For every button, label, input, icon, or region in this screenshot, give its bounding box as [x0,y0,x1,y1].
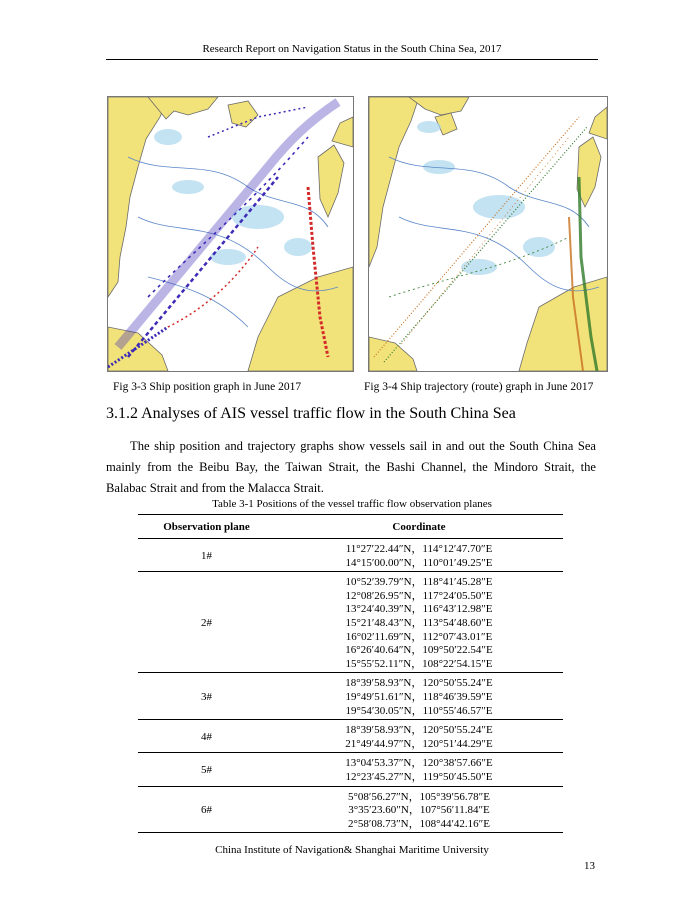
plane-cell: 1# [138,539,275,572]
coordinate-cell: 5°08′56.27″N，105°39′56.78″E 3°35′23.60″N，107°56′11.84″E 2°58′08.73″N，108°44′42.16″E [275,786,563,833]
column-header-plane: Observation plane [138,515,275,539]
ship-position-map-graphic [108,97,353,371]
table-row [138,539,563,572]
table-row [138,572,563,673]
coordinate-cell: 18°39′58.93″N，120°50′55.24″E 19°49′51.61″N，118°46′39.59″E 19°54′30.05″N，110°55′46.57″E [275,673,563,720]
table-header-row [138,515,563,539]
body-paragraph: The ship position and trajectory graphs show vessels sail in and out the South China Sea mainly from the Beibu Bay, the Taiwan Strait, the Bashi Channel, the Mindoro Strait, the Balabac Strait and from the Malacca Strait. [106,439,596,495]
ship-trajectory-map-graphic [369,97,607,371]
table-row [138,673,563,720]
running-header: Research Report on Navigation Status in the South China Sea, 2017 [202,43,502,55]
figure-3-4-caption: Fig 3-4 Ship trajectory (route) graph in June 2017 [364,381,594,393]
table-row [138,753,563,786]
table-row [138,786,563,833]
header-rule [106,59,598,60]
plane-cell: 2# [138,572,275,673]
ship-trajectory-map [368,96,608,372]
column-header-coordinate: Coordinate [275,515,563,539]
ship-position-map [107,96,354,372]
plane-cell: 3# [138,673,275,720]
plane-cell: 6# [138,786,275,833]
plane-cell: 4# [138,720,275,753]
coordinate-cell: 13°04′53.37″N，120°38′57.66″E 12°23′45.27″N，119°50′45.50″E [275,753,563,786]
section-heading: 3.1.2 Analyses of AIS vessel traffic flow in the South China Sea [106,405,516,422]
footer-institution: China Institute of Navigation& Shanghai Maritime University [215,844,489,856]
table-row [138,720,563,753]
observation-planes-table [138,514,563,833]
table-caption: Table 3-1 Positions of the vessel traffic flow observation planes [212,498,492,510]
coordinate-cell: 18°39′58.93″N，120°50′55.24″E 21°49′44.97″N，120°51′44.29″E [275,720,563,753]
coordinate-cell: 11°27′22.44″N，114°12′47.70″E 14°15′00.00″N，110°01′49.25″E [275,539,563,572]
page-number: 13 [584,860,595,872]
coordinate-cell: 10°52′39.79″N，118°41′45.28″E 12°08′26.95″N，117°24′05.50″E 13°24′40.39″N，116°43′12.98″E 15°21′48.43″N，113°54′48.60″E 16°02′11.69″N，112°07′43.01″E 16°26′40.64″N，109°50′22.54″E 15°55′52.11″N，108°22′54.15″E [275,572,563,673]
figure-3-3-caption: Fig 3-3 Ship position graph in June 2017 [113,381,302,393]
plane-cell: 5# [138,753,275,786]
